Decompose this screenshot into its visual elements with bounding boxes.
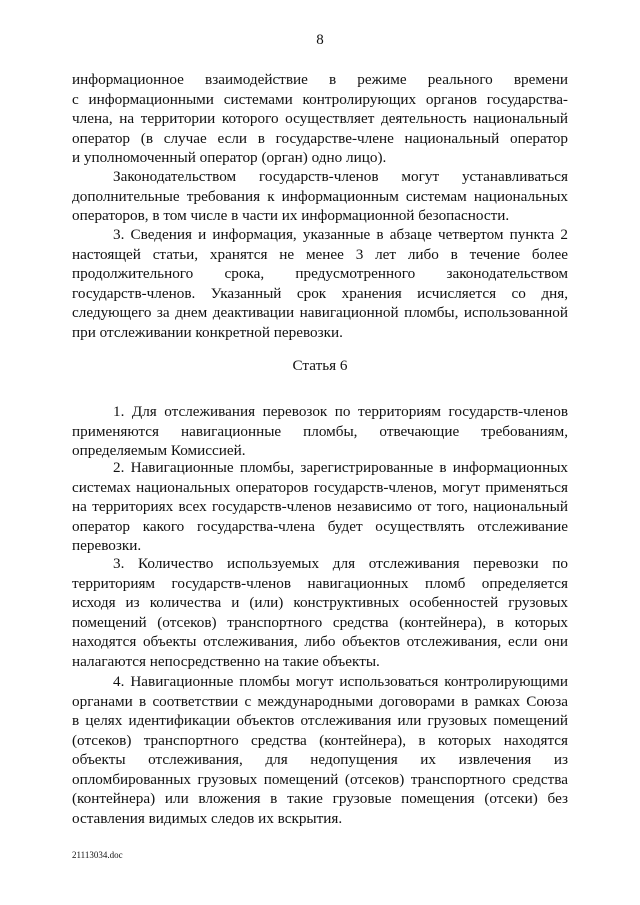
text-line: государств-членов. Указанный срок хранения исчисляется со дня, [72, 284, 568, 302]
text-line: оператор какого государства-члена будет осуществлять отслеживание [72, 517, 568, 535]
text-line: дополнительные требования к информационным системам национальных [72, 187, 568, 205]
text-line: 1. Для отслеживания перевозок по территориям государств-членов [113, 403, 568, 420]
text-line: оставления видимых следов их вскрытия. [72, 809, 343, 827]
paragraph-article6-item-2 [72, 458, 568, 556]
text-line: информационное взаимодействие в режиме реального времени [72, 71, 568, 88]
text-line: перевозки. [72, 537, 142, 554]
paragraph-legislation [72, 167, 568, 226]
paragraph-article6-item-4 [72, 672, 568, 828]
text-line: оператор (в случае если в государстве-члене национальный оператор [72, 129, 568, 147]
text-line: Законодательством государств-членов могут устанавливаться [113, 168, 568, 185]
text-line: следующего за днем деактивации навигационной пломбы, использованной [72, 304, 568, 321]
text-line: и уполномоченный оператор (орган) одно лицо). [72, 149, 387, 166]
paragraph-article6-item-3 [72, 554, 568, 671]
text-line: продолжительного срока, предусмотренного законодательством [72, 265, 568, 282]
text-line: территориям государств-членов навигационных пломб определяется [72, 574, 568, 592]
text-line: 2. Навигационные пломбы, зарегистрированные в информационных [113, 459, 568, 476]
text-line: исходя из количества и (или) конструктивных особенностей грузовых [72, 594, 568, 611]
text-line: налагаются непосредственно на такие объекты. [72, 652, 380, 670]
text-line: 4. Навигационные пломбы могут использоваться контролирующими [113, 673, 568, 690]
page-number: 8 [316, 32, 324, 48]
paragraph-continuation [72, 70, 568, 168]
text-line: 3. Количество используемых для отслеживания перевозки по [113, 555, 568, 572]
text-line: определяемым Комиссией. [72, 442, 246, 459]
text-line: в целях идентификации объектов отслеживания или грузовых помещений [72, 712, 568, 729]
text-line: настоящей статьи, хранятся не менее 3 лет либо в течение более [72, 245, 568, 263]
text-line: 3. Сведения и информация, указанные в абзаце четвертом пункта 2 [113, 226, 568, 243]
text-line: опломбированных грузовых помещений (отсеков) транспортного средства [72, 770, 568, 788]
text-line: системах национальных операторов государств-членов, могут применяться [72, 478, 568, 496]
text-line: при отслеживании конкретной перевозки. [72, 323, 343, 341]
text-line: органами в соответствии с международными договорами в рамках Союза [72, 692, 568, 710]
text-line: члена, на территории которого осуществляет деятельность национальный [72, 110, 568, 127]
text-line: на территориях всех государств-членов независимо от того, национальный [72, 498, 568, 515]
text-line: объекты отслеживания, для недопущения их извлечения из [72, 751, 568, 768]
text-line: (отсеков) транспортного средства (контейнера), в которых находятся [72, 731, 568, 749]
paragraph-article6-item-1 [72, 402, 568, 461]
text-line: помещений (отсеков) транспортного средства (контейнера), в которых [72, 613, 568, 631]
article-heading: Статья 6 [292, 357, 348, 374]
document-filename-footer: 21113034.doc [72, 850, 123, 860]
text-line: находятся объекты отслеживания, либо объектов отслеживания, если они [72, 633, 568, 650]
text-line: операторов, в том числе в части их информационной безопасности. [72, 207, 510, 224]
paragraph-item-3-storage [72, 225, 568, 342]
text-line: (контейнера) или вложения в такие грузовые помещения (отсеки) без [72, 790, 568, 807]
text-line: применяются навигационные пломбы, отвечающие требованиям, [72, 422, 568, 440]
text-line: с информационными системами контролирующих органов государства- [72, 90, 568, 108]
